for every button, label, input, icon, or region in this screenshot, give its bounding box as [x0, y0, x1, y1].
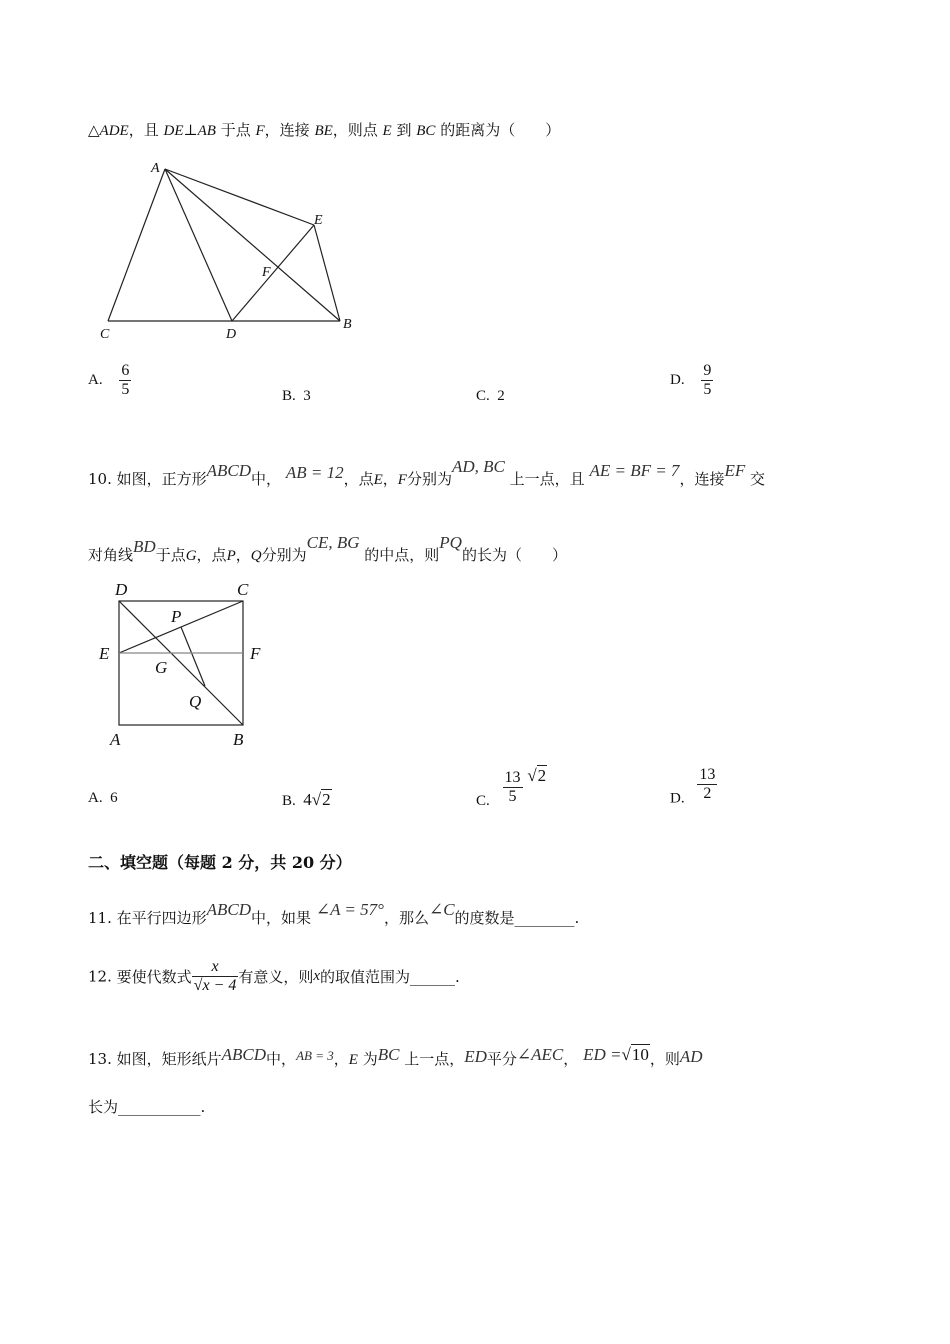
q10-label-q: Q [189, 692, 202, 711]
q10-label-b: B [233, 730, 244, 749]
q9-stem: △ADE，且 DE⊥AB 于点 F，连接 BE，则点 E 到 BC 的距离为（ ） [88, 121, 561, 139]
q10-option-c-sqrt: √2 [527, 766, 547, 785]
q10-option-c-frac: $\frac{13}{5}$ [504, 768, 521, 805]
q13-line1: 13. 如图，矩形纸片ABCD中，AB = 3，E 为BC 上一点，ED平分∠AEC， ED =√10，则AD [88, 1045, 703, 1068]
q9-option-b: B. 3 [282, 388, 311, 404]
q12: 12. 要使代数式 $\frac{x}{√x - 4}$ 有意义，则x的取值范围为______. [88, 958, 460, 994]
q9-label-b: B [343, 317, 352, 332]
q10-label-a: A [110, 730, 121, 749]
q9-figure [95, 155, 370, 345]
q9-seg-ae [165, 169, 314, 225]
q10-line1: 10. 如图，正方形ABCD中， AB = 12，点E，F分别为AD, BC 上一点，且 AE = BF = 7，连接EF 交 [88, 457, 766, 488]
q9-option-c: C. 2 [476, 388, 505, 404]
q9-option-d-frac: $\frac{9}{5}$ [703, 362, 712, 398]
q9-seg-de [232, 225, 314, 321]
q9-seg-eb [314, 225, 340, 321]
q10-option-d-frac: $\frac{13}{2}$ [699, 766, 716, 802]
q10-option-d: D. $\frac{13}{2}$ [670, 766, 716, 807]
q9-label-e: E [314, 213, 323, 228]
q10-line2: 对角线BD于点G，点P，Q分别为CE, BG 的中点，则PQ的长为（ ） [88, 533, 567, 564]
q9-seg-ad [165, 169, 232, 321]
q9-option-a: A. $\frac{6}{5}$ [88, 362, 130, 398]
q9-label-a: A [151, 161, 160, 176]
q10-option-b: B. 4√2 [282, 790, 331, 809]
q9-option-a-frac: $\frac{6}{5}$ [121, 362, 130, 398]
q13-line2: 长为___________. [88, 1098, 206, 1116]
q10-option-c: C. $\frac{13}{5}$ √2 [476, 766, 547, 809]
q10-label-p: P [171, 607, 182, 626]
q10-option-a: A. 6 [88, 790, 118, 806]
q10-label-f: F [250, 644, 261, 663]
q10-label-c: C [237, 580, 249, 599]
q9-seg-ac [108, 169, 165, 321]
q10-option-b-sqrt: 4√2 [303, 790, 331, 809]
q9-option-d: D. $\frac{9}{5}$ [670, 362, 712, 398]
q9-label-c: C [100, 327, 110, 342]
q10-figure [95, 575, 275, 750]
section-title: 二、填空题（每题 2 分，共 20 分） [88, 853, 352, 872]
q10-seg-pq [181, 627, 205, 686]
q9-label-f: F [262, 265, 271, 280]
q12-fraction: $\frac{x}{√x - 4}$ [193, 958, 237, 994]
q9-seg-ab [165, 169, 340, 321]
q9-label-d: D [226, 327, 237, 342]
q10-label-g: G [155, 658, 168, 677]
q10-label-d: D [115, 580, 128, 599]
q11: 11. 在平行四边形ABCD中，如果 ∠A = 57°，那么∠C的度数是________. [88, 900, 580, 927]
q10-label-e: E [99, 644, 110, 663]
